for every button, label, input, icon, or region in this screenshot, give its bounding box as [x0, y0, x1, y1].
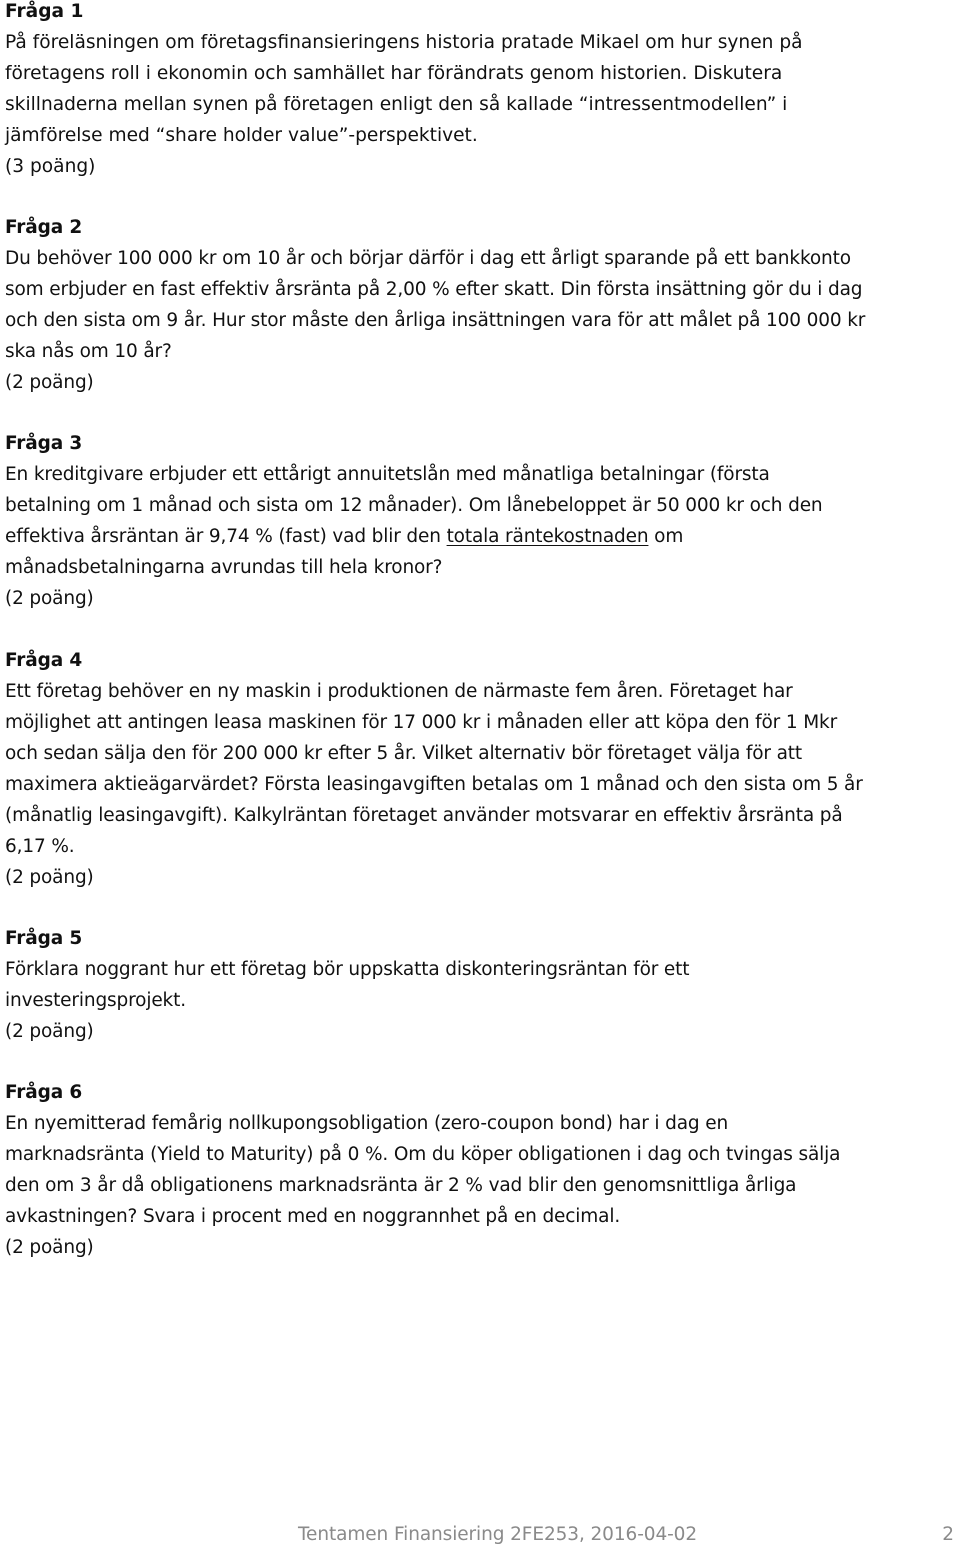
question-text-line: och sedan sälja den för 200 000 kr efter 5 år. Vilket alternativ bör företaget välja för att: [5, 743, 802, 764]
question-4: [5, 645, 955, 893]
question-heading: Fråga 3: [5, 433, 83, 454]
question-text-line: (månatlig leasingavgift). Kalkylräntan företaget använder motsvarar en effektiv årsränta på: [5, 805, 843, 826]
question-text-line: [5, 521, 955, 552]
question-text-line: En kreditgivare erbjuder ett ettårigt annuitetslån med månatliga betalningar (första: [5, 464, 770, 485]
page-number: 2: [942, 1524, 954, 1545]
question-3: [5, 428, 955, 614]
question-text-line: Ett företag behöver en ny maskin i produktionen de närmaste fem åren. Företaget har: [5, 681, 793, 702]
question-points: (2 poäng): [5, 1021, 94, 1042]
question-text-line: som erbjuder en fast effektiv årsränta på 2,00 % efter skatt. Din första insättning gör du i dag: [5, 279, 863, 300]
question-text-line: den om 3 år då obligationens marknadsränta är 2 % vad blir den genomsnittliga årliga: [5, 1175, 797, 1196]
question-points: (3 poäng): [5, 156, 96, 177]
question-points: (2 poäng): [5, 588, 94, 609]
question-text-line: Du behöver 100 000 kr om 10 år och börjar därför i dag ett årligt sparande på ett bankkonto: [5, 248, 851, 269]
question-5: [5, 923, 955, 1047]
page-footer: [0, 1520, 960, 1550]
question-text-line: möjlighet att antingen leasa maskinen för 17 000 kr i månaden eller att köpa den för 1 Mkr: [5, 712, 838, 733]
footer-title: Tentamen Finansiering 2FE253, 2016-04-02: [298, 1524, 698, 1545]
question-points: (2 poäng): [5, 1237, 94, 1258]
question-text-line: investeringsprojekt.: [5, 990, 186, 1011]
question-heading: Fråga 1: [5, 1, 84, 22]
question-heading: Fråga 4: [5, 650, 83, 671]
question-text-line: En nyemitterad femårig nollkupongsobligation (zero-coupon bond) har i dag en: [5, 1113, 729, 1134]
question-text-line: företagens roll i ekonomin och samhället har förändrats genom historien. Diskutera: [5, 63, 783, 84]
question-text-line: betalning om 1 månad och sista om 12 månader). Om lånebeloppet är 50 000 kr och den: [5, 495, 823, 516]
question-text-line: skillnaderna mellan synen på företagen enligt den så kallade “intressentmodellen” i: [5, 94, 788, 115]
question-text-line: maximera aktieägarvärdet? Första leasingavgiften betalas om 1 månad och den sista om 5 år: [5, 774, 863, 795]
question-text-line: På föreläsningen om företagsfinansieringens historia pratade Mikael om hur synen på: [5, 32, 803, 53]
question-text-line: månadsbetalningarna avrundas till hela kronor?: [5, 557, 443, 578]
question-text-line: marknadsränta (Yield to Maturity) på 0 %. Om du köper obligationen i dag och tvingas sälja: [5, 1144, 841, 1165]
underlined-term: totala räntekostnaden: [446, 526, 649, 547]
question-1: [5, 0, 955, 182]
question-text-line: och den sista om 9 år. Hur stor måste den årliga insättningen vara för att målet på 100 000 kr: [5, 310, 866, 331]
question-text-segment: om: [648, 526, 684, 547]
question-heading: Fråga 2: [5, 217, 83, 238]
question-points: (2 poäng): [5, 867, 94, 888]
question-text-segment: effektiva årsräntan är 9,74 % (fast) vad blir den: [5, 526, 447, 547]
question-text-line: Förklara noggrant hur ett företag bör uppskatta diskonteringsräntan för ett: [5, 959, 690, 980]
question-text-line: jämförelse med “share holder value”-perspektivet.: [5, 125, 478, 146]
question-points: (2 poäng): [5, 372, 94, 393]
question-2: [5, 212, 955, 398]
question-text-line: 6,17 %.: [5, 836, 75, 857]
question-text-line: avkastningen? Svara i procent med en noggrannhet på en decimal.: [5, 1206, 621, 1227]
question-heading: Fråga 5: [5, 928, 83, 949]
question-text-line: ska nås om 10 år?: [5, 341, 172, 362]
question-6: [5, 1077, 955, 1263]
question-heading: Fråga 6: [5, 1082, 83, 1103]
